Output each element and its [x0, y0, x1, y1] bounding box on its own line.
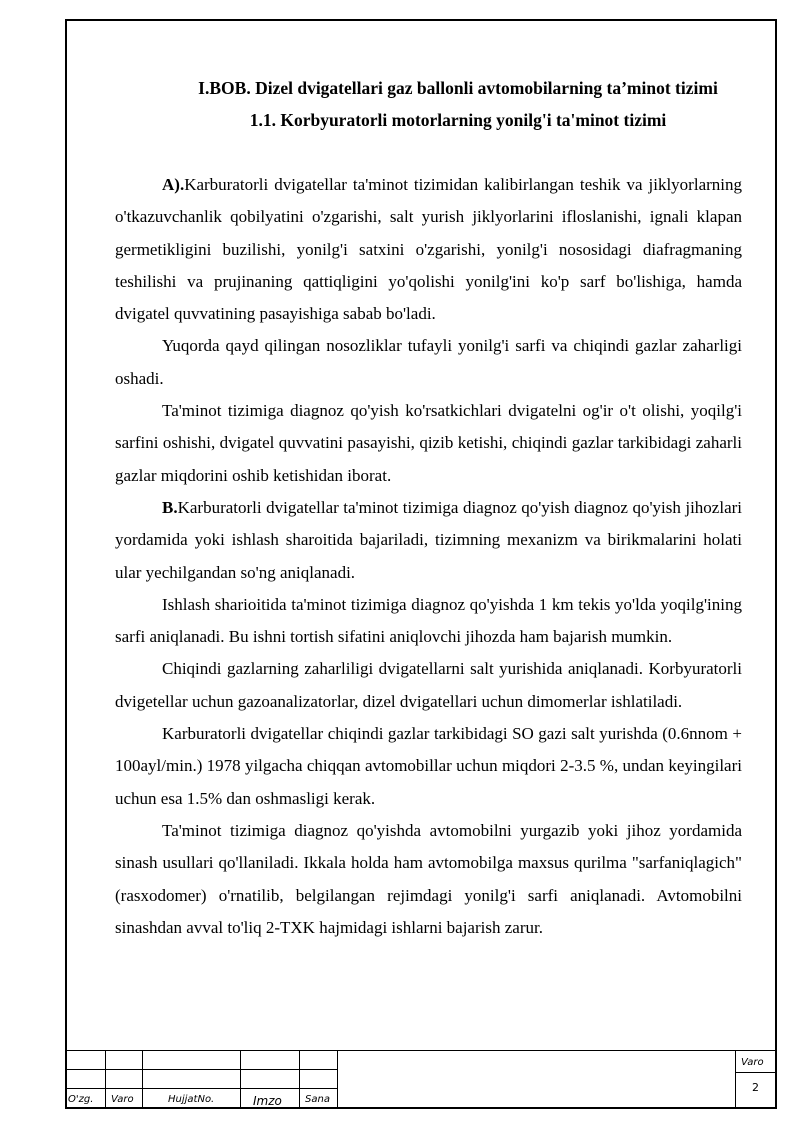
col-imzo-label: Imzo — [253, 1094, 282, 1108]
paragraph — [115, 330, 742, 395]
paragraph — [115, 492, 742, 589]
title-block — [65, 1050, 777, 1109]
title-block-col-line — [240, 1050, 241, 1109]
body-text — [115, 169, 742, 944]
section-heading: 1.1. Korbyuratorli motorlarning yonilg'i ta'minot tizimi — [249, 110, 667, 130]
paragraph-text: Karburatorli dvigatellar ta'minot tizimiga diagnoz qo'yish diagnoz qo'yish jihozlari yordamida yoki ishlash sharoitida bajariladi, tizimning mexanizm va birikmalarini holati ular yechilgandan so'ng aniqlanadi. — [115, 497, 742, 582]
title-block-col-line — [337, 1050, 338, 1109]
title-block-col-line — [105, 1050, 106, 1109]
col-ozg-label: O'zg. — [68, 1094, 94, 1105]
sheet-label: Varo — [741, 1057, 764, 1068]
title-block-col-line — [735, 1050, 736, 1109]
chapter-heading: I.BOB. Dizel dvigatellari gaz ballonli avtomobilarning ta’minot tizimi — [198, 78, 718, 98]
col-varo-label: Varo — [111, 1094, 134, 1105]
paragraph — [115, 589, 742, 654]
paragraph — [115, 718, 742, 815]
paragraph-text: Ishlash sharioitida ta'minot tizimiga diagnoz qo'yishda 1 km tekis yo'lda yoqilg'ining sarfi aniqlanadi. Bu ishni tortish sifatini aniqlovchi jihozda ham bajarish mumkin. — [115, 594, 742, 647]
sheet-number: 2 — [752, 1081, 759, 1094]
paragraph — [115, 653, 742, 718]
paragraph — [115, 815, 742, 944]
paragraph-lead: B. — [162, 497, 178, 517]
col-sana-label: Sana — [305, 1094, 330, 1105]
paragraph-lead: A). — [162, 175, 185, 194]
title-block-col-line — [142, 1050, 143, 1109]
paragraph-text: Chiqindi gazlarning zaharliligi dvigatellarni salt yurishida aniqlanadi. Korbyuratorli dvigetellar uchun gazoanalizatorlar, dizel dvigatellari uchun dimomerlar ishlatiladi. — [115, 659, 742, 711]
paragraph-text: Karburatorli dvigatellar chiqindi gazlar tarkibidagi SO gazi salt yurishda (0.6nnom + 100ayl/min.) 1978 yilgacha chiqqan avtomobillar uchun miqdori 2-3.5 %, undan keyingilari uchun esa 1.5% dan oshmasligi kerak. — [115, 724, 742, 808]
paragraph-text: Ta'minot tizimiga diagnoz qo'yishda avtomobilni yurgazib yoki jihoz yordamida sinash usullari qo'llaniladi. Ikkala holda ham avtomobilga maxsus qurilma "sarfaniqlagich" (rasxodomer) o'rnatilib, belgilangan rejimdagi yonilg'i sarfi aniqlanadi. Avtomobilni sinashdan avval to'liq 2-TXK hajmidagi ishlarni bajarish zarur. — [115, 820, 742, 937]
sheet-cell-line — [735, 1072, 777, 1073]
paragraph-text: Ta'minot tizimiga diagnoz qo'yish ko'rsatkichlari dvigatelni og'ir o't olishi, yoqilg'i sarfini oshishi, dvigatel quvvatini pasayishi, qizib ketishi, chiqindi gazlar tarkibidagi zaharli gazlar miqdorini oshib ketishidan iborat. — [115, 401, 742, 485]
paragraph-text: Karburatorli dvigatellar ta'minot tizimidan kalibirlangan teshik va jiklyorlarning o'tkazuvchanlik qobilyatini o'zgarishi, salt yurish jiklyorlarini ifloslanishi, ignali klapan germetikligini buzilishi, yonilg'i satxini o'zgarishi, yonilg'i nososidagi diafragmaning teshilishi va prujinaning qattiqligini yo'qolishi yonilg'ini ko'p sarf bo'lishiga, hamda dvigatel quvvatining pasayishiga sabab bo'ladi. — [115, 175, 742, 324]
paragraph — [115, 395, 742, 492]
col-hujjat-label: HujjatNo. — [168, 1094, 215, 1105]
paragraph — [115, 169, 742, 330]
paragraph-text: Yuqorda qayd qilingan nosozliklar tufayli yonilg'i sarfi va chiqindi gazlar zaharligi oshadi. — [115, 336, 742, 388]
title-block-col-line — [299, 1050, 300, 1109]
title-block-top-line — [65, 1050, 777, 1051]
